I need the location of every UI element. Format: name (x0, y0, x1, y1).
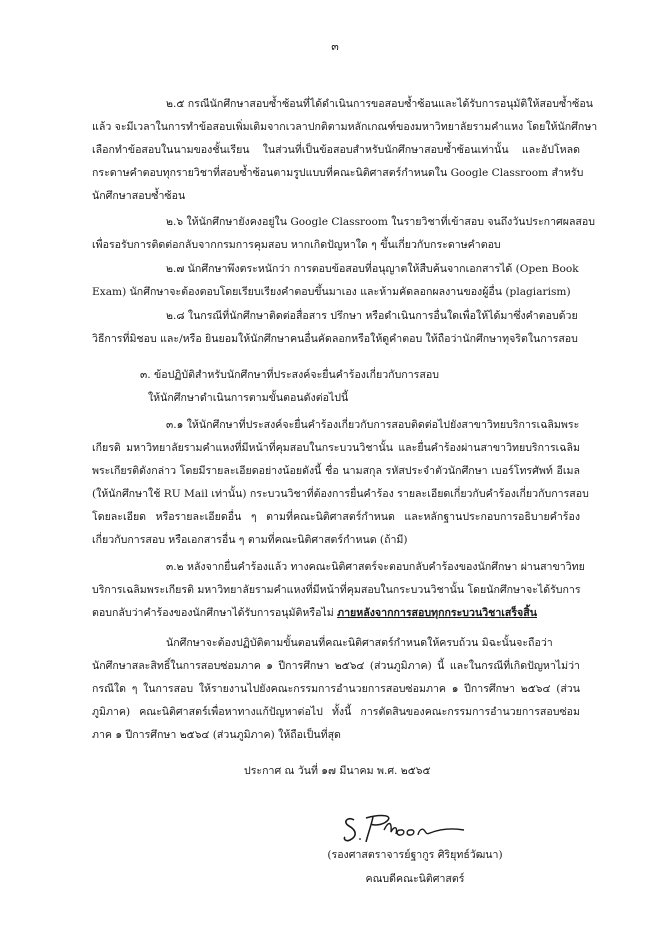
signer-title: คณบดีคณะนิติศาสตร์ (365, 873, 465, 885)
announcement-date: ประกาศ ณ วันที่ ๑๗ มีนาคม พ.ศ. ๒๕๖๕ (244, 765, 431, 777)
para-3-1-line-3: พระเกียรติดังกล่าว โดยมีรายละเอียดอย่างน้อยดังนี้ ชื่อ นามสกุล รหัสประจำตัวนักศึกษา เบอร์โทรศัพท์ อีเมล (92, 465, 580, 477)
para-3-2-line-3 (92, 606, 537, 620)
para-3-1-line-5: โดยละเอียด หรือรายละเอียดอื่น ๆ ตามที่คณะนิติศาสตร์กำหนด และหลักฐานประกอบการอธิบายคำร้อง (92, 511, 580, 523)
closing-line-4: ภูมิภาค) คณะนิติศาสตร์เพื่อหาทางแก้ปัญหาต่อไป ทั้งนี้ การตัดสินของคณะกรรมการอำนวยการสอบซ่อม (92, 706, 580, 718)
section-3-heading: ๓. ข้อปฏิบัติสำหรับนักศึกษาที่ประสงค์จะยื่นคำร้องเกี่ยวกับการสอบ (140, 369, 439, 381)
para-3-1-line-2: เกียรติ มหาวิทยาลัยรามคำแหงที่มีหน้าที่คุมสอบในกระบวนวิชานั้น และยื่นคำร้องผ่านสาขาวิทยบริการเฉลิม (92, 442, 580, 454)
para-2-7-line-2: Exam) นักศึกษาจะต้องตอบโดยเรียบเรียงคำตอบขึ้นมาเอง และห้ามคัดลอกผลงานของผู้อื่น (plagiarism) (92, 286, 571, 298)
para-2-5-line-2: แล้ว จะมีเวลาในการทำข้อสอบเพิ่มเติมจากเวลาปกติตามหลักเกณฑ์ของมหาวิทยาลัยรามคำแหง โดยให้นักศึกษา (92, 121, 598, 133)
para-3-1-line-1: ๓.๑ ให้นักศึกษาที่ประสงค์จะยื่นคำร้องเกี่ยวกับการสอบติดต่อไปยังสาขาวิทยบริการเฉลิมพระ (166, 419, 580, 431)
para-2-7-line-1: ๒.๗ นักศึกษาพึงตระหนักว่า การตอบข้อสอบที่อนุญาตให้สืบค้นจากเอกสารได้ (Open Book (166, 263, 579, 275)
para-3-2-line-3-text: ตอบกลับว่าคำร้องของนักศึกษาได้รับการอนุมัติหรือไม่ (92, 607, 338, 619)
section-3-subheading: ให้นักศึกษาดำเนินการตามขั้นตอนดังต่อไปนี้ (148, 392, 349, 404)
signer-name: (รองศาสตราจารย์ฐากูร ศิริยุทธ์วัฒนา) (327, 849, 503, 861)
closing-line-1: นักศึกษาจะต้องปฏิบัติตามขั้นตอนที่คณะนิติศาสตร์กำหนดให้ครบถ้วน มิฉะนั้นจะถือว่า (166, 637, 553, 649)
para-2-8-line-1: ๒.๘ ในกรณีที่นักศึกษาติดต่อสื่อสาร ปรึกษา หรือดำเนินการอื่นใดเพื่อให้ได้มาซึ่งคำตอบด้วย (166, 310, 578, 322)
para-2-6-line-1: ๒.๖ ให้นักศึกษายังคงอยู่ใน Google Classroom ในรายวิชาที่เข้าสอบ จนถึงวันประกาศผลสอบ (166, 216, 595, 228)
para-2-5-line-5: นักศึกษาสอบซ้ำซ้อน (92, 190, 186, 202)
para-2-5-line-1: ๒.๕ กรณีนักศึกษาสอบซ้ำซ้อนที่ได้ดำเนินการขอสอบซ้ำซ้อนและได้รับการอนุมัติให้สอบซ้ำซ้อน (166, 98, 593, 110)
para-3-2-line-2: บริการเฉลิมพระเกียรติ มหาวิทยาลัยรามคำแหงที่มีหน้าที่คุมสอบในกระบวนวิชานั้น โดยนักศึกษาจะได้รับการ (92, 584, 581, 596)
closing-line-3: กรณีใด ๆ ในการสอบ ให้รายงานไปยังคณะกรรมการอำนวยการสอบซ่อมภาค ๑ ปีการศึกษา ๒๕๖๔ (ส่วน (92, 683, 580, 695)
para-3-1-line-6: เกี่ยวกับการสอบ หรือเอกสารอื่น ๆ ตามที่คณะนิติศาสตร์กำหนด (ถ้ามี) (92, 534, 408, 546)
para-2-6-line-2: เพื่อรอรับการติดต่อกลับจากกรมการคุมสอบ หากเกิดปัญหาใด ๆ ขึ้นเกี่ยวกับกระดาษคำตอบ (92, 239, 501, 251)
closing-line-5: ภาค ๑ ปีการศึกษา ๒๕๖๔ (ส่วนภูมิภาค) ให้ถือเป็นที่สุด (92, 729, 341, 741)
para-2-8-line-2: วิธีการที่มิชอบ และ/หรือ ยินยอมให้นักศึกษาคนอื่นคัดลอกหรือให้ดูคำตอบ ให้ถือว่านักศึกษาทุจริตในการสอบ (92, 333, 578, 345)
para-3-2-line-1: ๓.๒ หลังจากยื่นคำร้องแล้ว ทางคณะนิติศาสตร์จะตอบกลับคำร้องของนักศึกษา ผ่านสาขาวิทย (166, 561, 585, 573)
signature-image (340, 808, 470, 850)
para-3-1-line-4: (ให้นักศึกษาใช้ RU Mail เท่านั้น) กระบวนวิชาที่ต้องการยื่นคำร้อง รายละเอียดเกี่ยวกับคำร้องเกี่ยวกับการสอบ (92, 488, 589, 500)
para-3-2-emphasis: ภายหลังจากการสอบทุกกระบวนวิชาเสร็จสิ้น (337, 607, 537, 619)
para-2-5-line-3: เลือกทำข้อสอบในนามของชั้นเรียน ในส่วนที่เป็นข้อสอบสำหรับนักศึกษาสอบซ้ำซ้อนเท่านั้น และอัปโหลด (92, 144, 580, 156)
closing-line-2: นักศึกษาสละสิทธิ์ในการสอบซ่อมภาค ๑ ปีการศึกษา ๒๕๖๔ (ส่วนภูมิภาค) นี้ และในกรณีที่เกิดปัญหาไม่ว่า (92, 660, 580, 672)
page-number: ๓ (331, 40, 339, 53)
para-2-5-line-4: กระดาษคำตอบทุกรายวิชาที่สอบซ้ำซ้อนตามรูปแบบที่คณะนิติศาสตร์กำหนดใน Google Classroom สำหรับ (92, 167, 584, 179)
